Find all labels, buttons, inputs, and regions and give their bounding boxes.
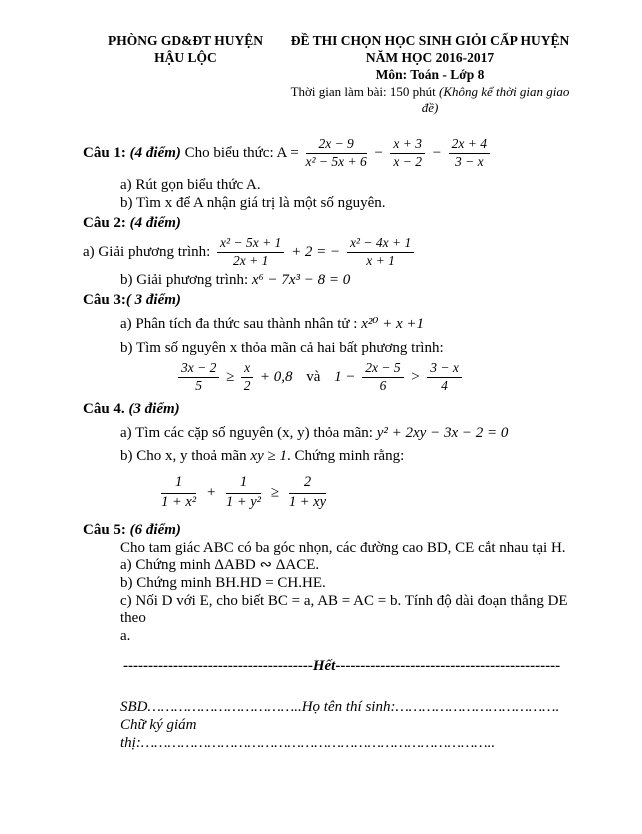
question-4-item-a — [120, 425, 572, 443]
gt-sign: > — [410, 369, 421, 386]
candidate-name-label: Họ tên thí sinh: — [301, 699, 396, 716]
fraction — [217, 236, 284, 269]
question-1-points: (4 điểm) — [129, 144, 181, 161]
question-4a-text: a) Tìm các cặp số nguyên (x, y) thỏa mãn: — [120, 424, 373, 441]
question-4b-condition: xy ≥ 1 — [250, 448, 287, 465]
question-4-item-b — [120, 448, 572, 466]
exam-header — [83, 33, 572, 116]
question-3a-expression: x²⁰ + x +1 — [361, 315, 425, 332]
question-2b-equation: x⁶ − 7x³ − 8 = 0 — [251, 271, 351, 288]
fraction-numerator: 3x − 2 — [178, 361, 219, 378]
fraction-denominator: 2 — [243, 378, 251, 394]
inequality-tail: + 0,8 — [259, 369, 293, 386]
fraction — [347, 236, 414, 269]
question-2a-text: a) Giải phương trình: — [83, 243, 211, 260]
question-3-item-b: b) Tìm số nguyên x thỏa mãn cả hai bất phương trình: — [120, 339, 444, 356]
proctor-signature-line — [120, 717, 572, 752]
school-year: NĂM HỌC 2016-2017 — [365, 49, 495, 65]
fraction-numerator: 3 − x — [427, 361, 462, 378]
fraction-denominator: 4 — [441, 378, 448, 394]
fraction-denominator: x − 2 — [393, 153, 422, 169]
question-1-item-b: b) Tìm x để A nhận giá trị là một số nguyên. — [120, 194, 386, 211]
question-3b-inequalities — [175, 360, 572, 395]
proctor-signature-label: Chữ ký giám thị: — [120, 717, 197, 751]
question-4-label: Câu 4. — [83, 401, 125, 417]
question-5-item-b: b) Chứng minh BH.HD = CH.HE. — [120, 575, 326, 591]
proctor-signature-dotted-line: …………………………………………………………………….. — [140, 734, 496, 751]
sbd-dotted-line: …………………………….. — [147, 699, 302, 716]
exam-title-block — [288, 33, 572, 116]
fraction — [362, 361, 403, 394]
candidate-name-dotted-line: ………………………………. — [395, 699, 560, 716]
divider-dashes-left: -------------------------------------- — [123, 657, 313, 674]
fraction — [161, 475, 196, 511]
question-1-item-a: a) Rút gọn biểu thức A. — [120, 176, 261, 193]
fraction-denominator: x + 1 — [366, 252, 395, 268]
question-2-heading — [83, 215, 572, 233]
fraction — [241, 361, 253, 394]
fraction-numerator: 2x − 5 — [362, 361, 403, 378]
subject-grade: Môn: Toán - Lớp 8 — [375, 66, 485, 82]
fraction-denominator: 6 — [379, 378, 387, 394]
fraction-denominator: x² − 5x + 6 — [305, 153, 367, 169]
fraction-denominator: 2x + 1 — [233, 252, 269, 268]
issuing-office-block — [83, 33, 288, 116]
fraction-numerator: 1 — [161, 475, 196, 494]
question-1-intro: Cho biểu thức: A = — [184, 144, 299, 161]
question-3a-text: a) Phân tích đa thức sau thành nhân tử : — [120, 315, 358, 332]
question-5-item-c-cont: a. — [120, 628, 131, 645]
fraction — [306, 137, 367, 170]
fraction-numerator: x + 3 — [390, 137, 425, 154]
fraction-numerator: x — [241, 361, 253, 378]
office-name-line2: HẬU LỘC — [154, 49, 217, 65]
plus-sign: + — [206, 484, 217, 501]
question-3-label: Câu 3: — [83, 292, 126, 309]
end-label: Hết — [312, 657, 336, 674]
question-2-points: (4 điểm) — [129, 215, 181, 232]
question-5-heading — [83, 522, 572, 540]
divider-dashes-right: --------------------------------------------- — [335, 657, 561, 674]
fraction-numerator: x² − 5x + 1 — [217, 236, 284, 253]
duration-text: Thời gian làm bài: 150 phút — [290, 83, 439, 99]
fraction — [178, 361, 219, 394]
question-5-item-c: c) Nối D với E, cho biết BC = a, AB = AC = b. Tính độ dài đoạn thẳng DE theo — [120, 592, 568, 627]
fraction-numerator: 1 — [226, 475, 261, 494]
question-4b-text-pre: b) Cho x, y thoả mãn — [120, 448, 247, 465]
fraction — [449, 137, 490, 170]
fraction-denominator: 1 + xy — [288, 494, 327, 510]
question-4b-inequality — [155, 474, 572, 512]
question-2-item-a — [83, 235, 572, 270]
question-3-item-a — [120, 316, 572, 334]
question-1-heading-line — [83, 136, 572, 171]
fraction-denominator: 5 — [195, 378, 203, 394]
connector-word: và — [306, 369, 321, 386]
question-2-item-b — [120, 272, 572, 290]
geq-sign: ≥ — [226, 369, 235, 386]
end-of-exam-divider — [123, 658, 572, 676]
fraction-numerator: 2 — [289, 475, 326, 494]
minus-sign: − — [373, 144, 384, 161]
office-name-line1: PHÒNG GD&ĐT HUYỆN — [107, 33, 263, 48]
fraction-denominator: 1 + y² — [225, 494, 262, 510]
fraction-numerator: x² − 4x + 1 — [347, 236, 414, 253]
equation-middle: + 2 = − — [291, 243, 341, 260]
exam-duration — [288, 84, 572, 117]
candidate-info-line — [120, 699, 572, 717]
question-4b-text-post: . Chứng minh rằng: — [286, 448, 405, 465]
geq-sign: ≥ — [270, 484, 280, 501]
inequality-prefix: 1 − — [334, 369, 356, 386]
question-5-item-a: a) Chứng minh ΔABD ∾ ΔACE. — [120, 557, 320, 574]
question-1-label: Câu 1: — [83, 144, 126, 161]
question-3-heading — [83, 292, 572, 310]
duration-note: (Không kể thời gian giao đề) — [421, 83, 570, 115]
fraction-denominator: 3 − x — [455, 153, 484, 169]
fraction-numerator: 2x + 4 — [449, 137, 490, 154]
fraction — [289, 475, 326, 511]
question-3-points: ( 3 điểm) — [125, 292, 181, 309]
fraction — [390, 137, 425, 170]
question-4-points: (3 điểm) — [128, 401, 180, 417]
minus-sign: − — [431, 144, 442, 161]
fraction-denominator: 1 + x² — [161, 494, 197, 510]
fraction — [427, 361, 462, 394]
question-2b-text: b) Giải phương trình: — [120, 271, 249, 288]
question-4a-equation: y² + 2xy − 3x − 2 = 0 — [376, 424, 509, 441]
exam-title: ĐỀ THI CHỌN HỌC SINH GIỎI CẤP HUYỆN — [290, 33, 570, 48]
fraction — [226, 475, 261, 511]
question-5-label: Câu 5: — [83, 521, 126, 538]
fraction-numerator: 2x − 9 — [306, 137, 367, 154]
sbd-label: SBD — [120, 699, 148, 716]
question-2-label: Câu 2: — [83, 215, 126, 232]
question-4-heading — [83, 401, 572, 419]
question-5-intro: Cho tam giác ABC có ba góc nhọn, các đường cao BD, CE cắt nhau tại H. — [120, 539, 566, 556]
question-5-points: (6 điểm) — [129, 521, 181, 538]
